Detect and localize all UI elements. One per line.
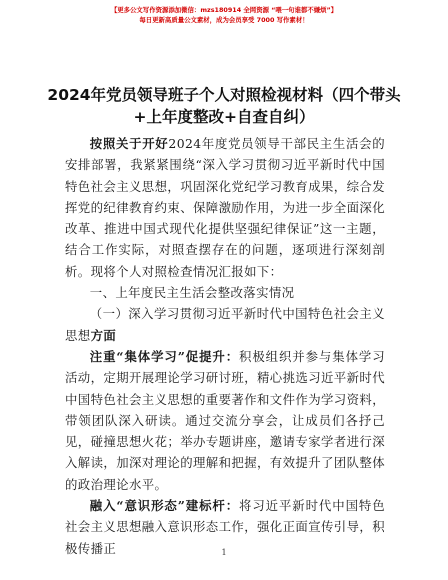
promo-banner-line-1: 【更多公文写作资源添加微信：mzs180914 全网资源 “喂一句谁都不嫌烦”】	[110, 6, 338, 14]
intro-lead: 按照关于开好	[89, 136, 169, 151]
document-title: 2024年党员领导班子个人对照检视材料（四个带头+上年度整改+自查自纠）	[47, 86, 401, 126]
page-number: 1	[221, 548, 227, 557]
promo-banner	[0, 5, 448, 25]
intro-text: 2024年度党员领导干部民主生活会的安排部署，我紧紧围绕“深入学习贯彻习近平新时代中国特色社会主义思想，巩固深化党纪学习教育成果，综合发挥党的纪律教育约束、保障激励作用，为进一步全面深化改革、推进中国式现代化提供坚强纪律保证”这一主题，结合工作实际，对照查摆存在的问题，逐项进行深刻剖析。现将个人对照检查情况汇报如下：	[65, 136, 385, 279]
subsection-heading-1	[65, 303, 385, 346]
paragraph-collective-study-text: 积极组织并参与集体学习活动，定期开展理论学习研讨班，精心挑选习近平新时代中国特色社会主义思想的重要著作和文件作为学习资料，带领团队深入研读。通过交流分享会，让成员们各抒己见，碰撞思想火花；举办专题讲座，邀请专家学者进行深入解读，加深对理论的理解和把握，有效提升了团队整体的政治理论水平。	[65, 348, 385, 492]
document-body	[65, 133, 385, 559]
paragraph-ideology-text: 将习近平新时代中国特色社会主义思想融入意识形态工作，强化正面宣传引导，积极传播正	[65, 498, 385, 556]
paragraph-collective-study-lead: 注重“集体学习”促提升：	[89, 348, 240, 364]
subsection-heading-1-text: （一）深入学习贯彻习近平新时代中国特色社会主义思想	[65, 306, 385, 343]
paragraph-collective-study	[65, 346, 385, 495]
subsection-heading-1-cont: 方面	[90, 327, 117, 343]
promo-banner-line-2: 每日更新高质量公文素材，成为会员享受 7000 写作素材！	[139, 16, 309, 24]
intro-paragraph	[65, 133, 385, 282]
paragraph-ideology-lead: 融入“意识形态”建标杆：	[89, 498, 240, 514]
section-heading-1: 一、上年度民主生活会整改落实情况	[89, 285, 295, 301]
